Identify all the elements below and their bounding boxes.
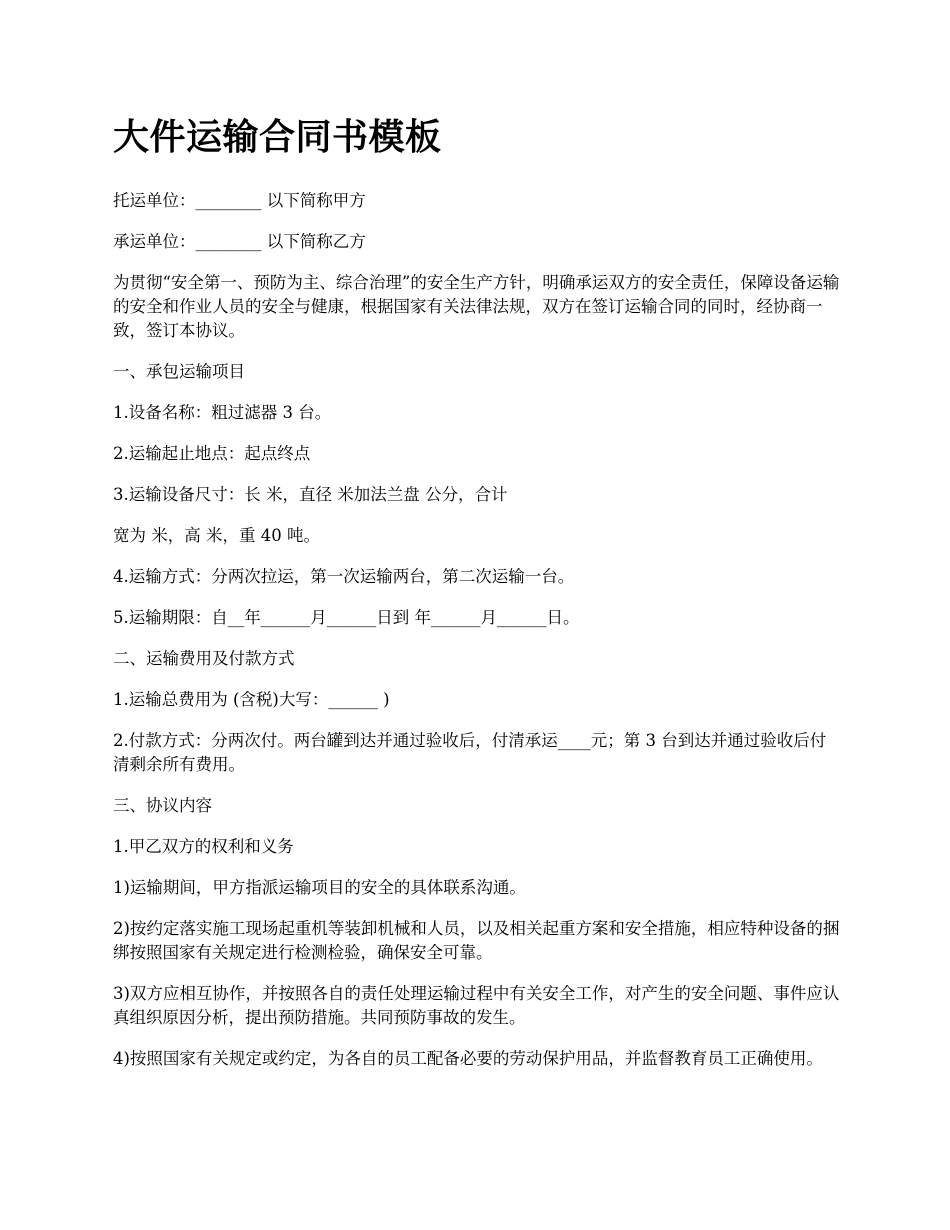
section-heading-1: 一、承包运输项目	[113, 362, 245, 381]
clause-total-fee: 1.运输总费用为 (含税)大写：______ )	[113, 690, 390, 709]
clause-payment-method: 2.付款方式：分两次付。两台罐到达并通过验收后，付清承运____元；第 3 台到达并通过验收后付清剩余所有费用。	[113, 731, 827, 774]
clause-rights-obligations: 1.甲乙双方的权利和义务	[113, 837, 294, 856]
clause-equipment-name: 1.设备名称：粗过滤器 3 台。	[113, 403, 332, 422]
shipper-line: 托运单位：________ 以下简称甲方	[113, 191, 366, 210]
document-title: 大件运输合同书模板	[113, 116, 442, 158]
clause-dimensions-cont: 宽为 米，高 米，重 40 吨。	[113, 526, 320, 545]
clause-transport-method: 4.运输方式：分两次拉运，第一次运输两台，第二次运输一台。	[113, 567, 575, 586]
clause-item-3: 3)双方应相互协作，并按照各自的责任处理运输过程中有关安全工作，对产生的安全问题、事件应认真组织原因分析，提出预防措施。共同预防事故的发生。	[113, 984, 840, 1027]
document-body	[113, 112, 841, 1088]
preamble-paragraph: 为贯彻“安全第一、预防为主、综合治理”的安全生产方针，明确承运双方的安全责任，保障设备运输的安全和作业人员的安全与健康，根据国家有关法律法规，双方在签订运输合同的同时，经协商一致，签订本协议。	[113, 273, 840, 340]
clause-dimensions: 3.运输设备尺寸：长 米，直径 米加法兰盘 公分，合计	[113, 485, 508, 504]
clause-transport-period: 5.运输期限：自__年______月______日到 年______月______日。	[113, 608, 580, 627]
clause-item-2: 2)按约定落实施工现场起重机等装卸机械和人员，以及相关起重方案和安全措施，相应特种设备的捆绑按照国家有关规定进行检测检验，确保安全可靠。	[113, 919, 840, 962]
clause-route: 2.运输起止地点：起点终点	[113, 444, 311, 463]
section-heading-3: 三、协议内容	[113, 796, 212, 815]
clause-item-4: 4)按照国家有关规定或约定，为各自的员工配备必要的劳动保护用品，并监督教育员工正确使用。	[113, 1049, 823, 1068]
carrier-line: 承运单位：________ 以下简称乙方	[113, 232, 366, 251]
section-heading-2: 二、运输费用及付款方式	[113, 649, 295, 668]
clause-item-1: 1)运输期间，甲方指派运输项目的安全的具体联系沟通。	[113, 878, 526, 897]
